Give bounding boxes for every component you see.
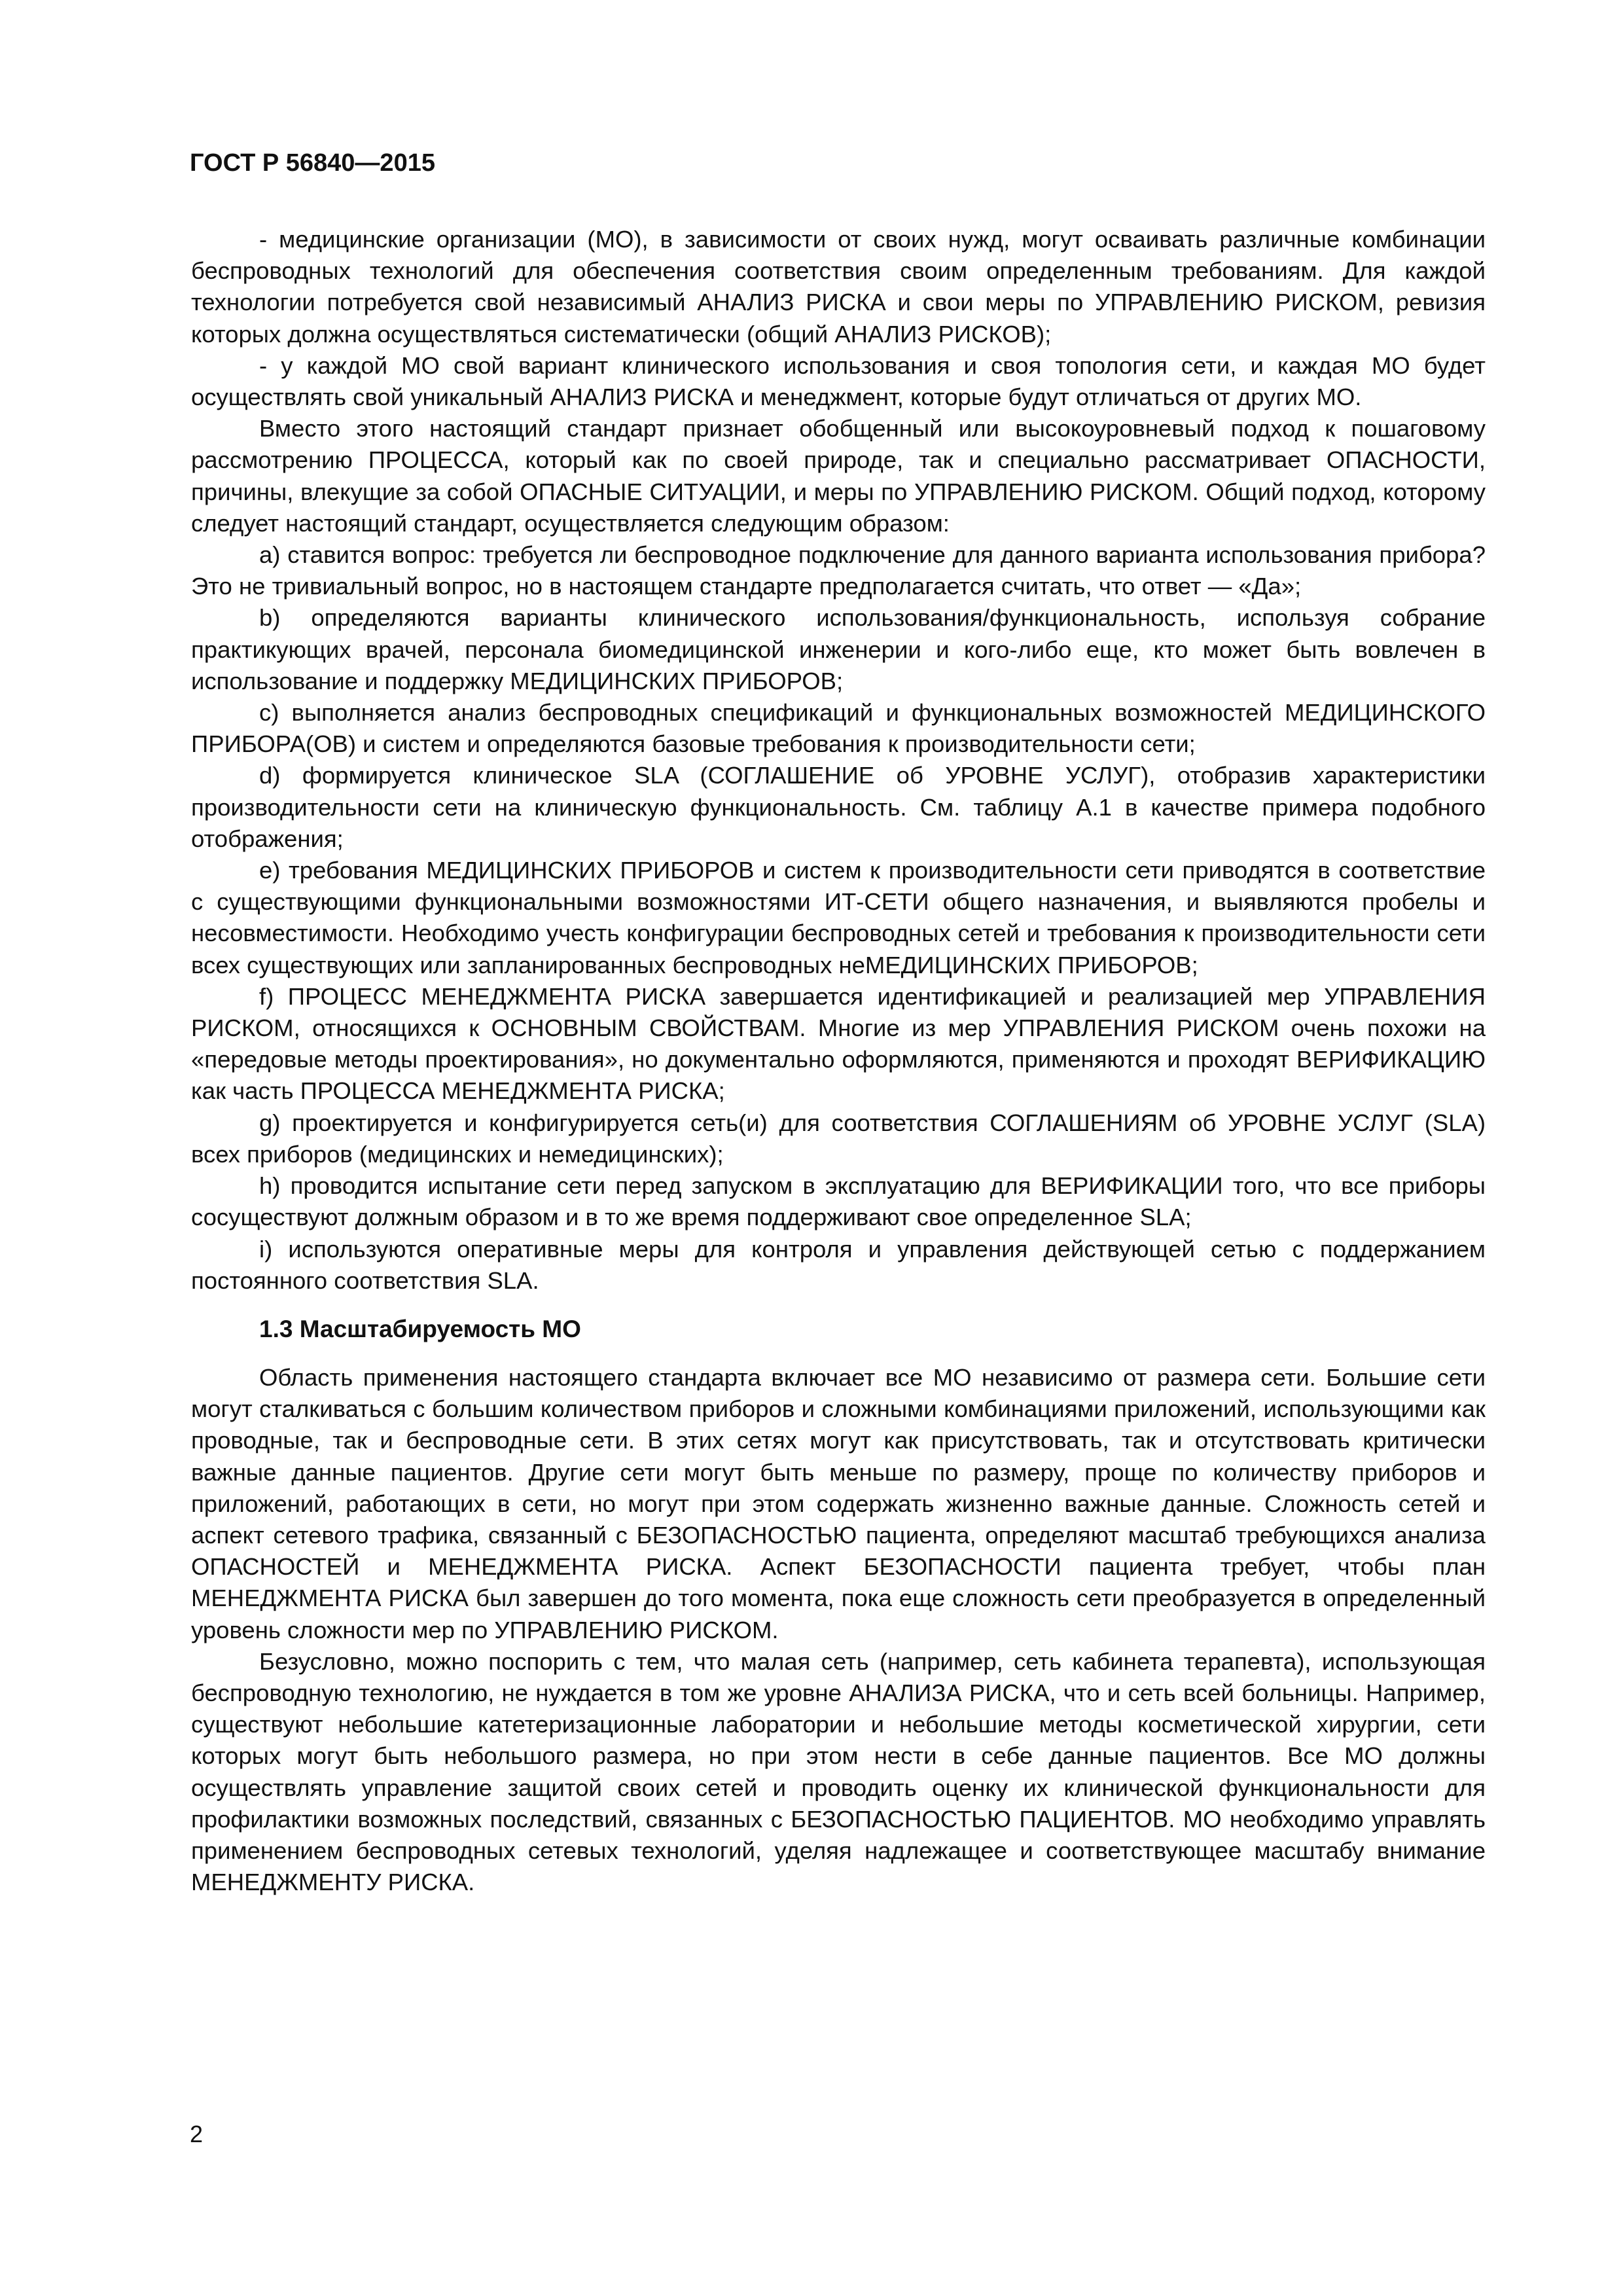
paragraph: - медицинские организации (МО), в зависимости от своих нужд, могут осваивать различные комбинации беспроводных технологий для обеспечения соответствия своим определенным требованиям. Для каждой технологии потребуется свой независимый АНАЛИЗ РИСКА и свои меры по УПРАВЛЕНИЮ РИСКОМ, ревизия которых должна осуществляться систематически (общий АНАЛИЗ РИСКОВ); xyxy=(191,226,1486,348)
body-text xyxy=(191,224,1486,1898)
list-item-e: e) требования МЕДИЦИНСКИХ ПРИБОРОВ и систем к производительности сети приводятся в соответствие с существующими функциональными возможностями ИТ-СЕТИ общего назначения, и выявляются пробелы и несовместимости. Необходимо учесть конфигурации беспроводных сетей и требования к производительности сети всех существующих или запланированных беспроводных неМЕДИЦИНСКИХ ПРИБОРОВ; xyxy=(191,857,1486,978)
list-item-a: а) ставится вопрос: требуется ли беспроводное подключение для данного варианта использования прибора? Это не тривиальный вопрос, но в настоящем стандарте предполагается считать, что ответ — «Да»; xyxy=(191,541,1486,600)
section-heading: 1.3 Масштабируемость МО xyxy=(259,1315,581,1342)
list-item-g: g) проектируется и конфигурируется сеть(и) для соответствия СОГЛАШЕНИЯМ об УРОВНЕ УСЛУГ (SLA) всех приборов (медицинских и немедицинских); xyxy=(191,1109,1486,1168)
list-item-c: c) выполняется анализ беспроводных спецификаций и функциональных возможностей МЕДИЦИНСКОГО ПРИБОРА(ОВ) и систем и определяются базовые требования к производительности сети; xyxy=(191,699,1486,758)
paragraph: Вместо этого настоящий стандарт признает обобщенный или высокоуровневый подход к пошаговому рассмотрению ПРОЦЕССА, который как по своей природе, так и специально рассматривает ОПАСНОСТИ, причины, влекущие за собой ОПАСНЫЕ СИТУАЦИИ, и меры по УПРАВЛЕНИЮ РИСКОМ. Общий подход, которому следует настоящий стандарт, осуществляется следующим образом: xyxy=(191,415,1486,537)
list-item-i: i) используются оперативные меры для контроля и управления действующей сетью с поддержанием постоянного соответствия SLA. xyxy=(191,1235,1486,1294)
standard-header: ГОСТ Р 56840—2015 xyxy=(190,149,435,177)
list-item-d: d) формируется клиническое SLA (СОГЛАШЕНИЕ об УРОВНЕ УСЛУГ), отобразив характеристики производительности сети на клиническую функциональность. См. таблицу А.1 в качестве примера подобного отображения; xyxy=(191,762,1486,852)
list-item-h: h) проводится испытание сети перед запуском в эксплуатацию для ВЕРИФИКАЦИИ того, что все приборы сосуществуют должным образом и в то же время поддерживают свое определенное SLA; xyxy=(191,1172,1486,1231)
list-item-f: f) ПРОЦЕСС МЕНЕДЖМЕНТА РИСКА завершается идентификацией и реализацией мер УПРАВЛЕНИЯ РИСКОМ, относящихся к ОСНОВНЫМ СВОЙСТВАМ. Многие из мер УПРАВЛЕНИЯ РИСКОМ очень похожи на «передовые методы проектирования», но документально оформляются, применяются и проходят ВЕРИФИКАЦИЮ как часть ПРОЦЕССА МЕНЕДЖМЕНТА РИСКА; xyxy=(191,982,1486,1105)
paragraph: Область применения настоящего стандарта включает все МО независимо от размера сети. Большие сети могут сталкиваться с большим количеством приборов и сложными комбинациями приложений, использующими как проводные, так и беспроводные сети. В этих сетях могут как присутствовать, так и отсутствовать критически важные данные пациентов. Другие сети могут быть меньше по размеру, проще по количеству приборов и приложений, работающих в сети, но могут при этом содержать жизненно важные данные. Сложность сетей и аспект сетевого трафика, связанный с БЕЗОПАСНОСТЬЮ пациента, определяют масштаб требующихся анализа ОПАСНОСТЕЙ и МЕНЕДЖМЕНТА РИСКА. Аспект БЕЗОПАСНОСТИ пациента требует, чтобы план МЕНЕДЖМЕНТА РИСКА был завершен до того момента, пока еще сложность сети преобразуется в определенный уровень сложности мер по УПРАВЛЕНИЮ РИСКОМ. xyxy=(191,1363,1486,1643)
paragraph: Безусловно, можно поспорить с тем, что малая сеть (например, сеть кабинета терапевта), использующая беспроводную технологию, не нуждается в том же уровне АНАЛИЗА РИСКА, что и сеть всей больницы. Например, существуют небольшие катетеризационные лаборатории и небольшие методы косметической хирургии, сети которых могут быть небольшого размера, но при этом нести в себе данные пациентов. Все МО должны осуществлять управление защитой своих сетей и проводить оценку их клинической функциональности для профилактики возможных последствий, связанных с БЕЗОПАСНОСТЬЮ ПАЦИЕНТОВ. МО необходимо управлять применением беспроводных сетевых технологий, уделяя надлежащее и соответствующее масштабу внимание МЕНЕДЖМЕНТУ РИСКА. xyxy=(191,1647,1486,1896)
page-number: 2 xyxy=(190,2121,204,2147)
list-item-b: b) определяются варианты клинического использования/функциональность, используя собрание практикующих врачей, персонала биомедицинской инженерии и кого-либо еще, кто может быть вовлечен в использование и поддержку МЕДИЦИНСКИХ ПРИБОРОВ; xyxy=(191,604,1486,694)
paragraph: - у каждой МО свой вариант клинического использования и своя топология сети, и каждая МО будет осуществлять свой уникальный АНАЛИЗ РИСКА и менеджмент, которые будут отличаться от других МО. xyxy=(191,351,1486,411)
